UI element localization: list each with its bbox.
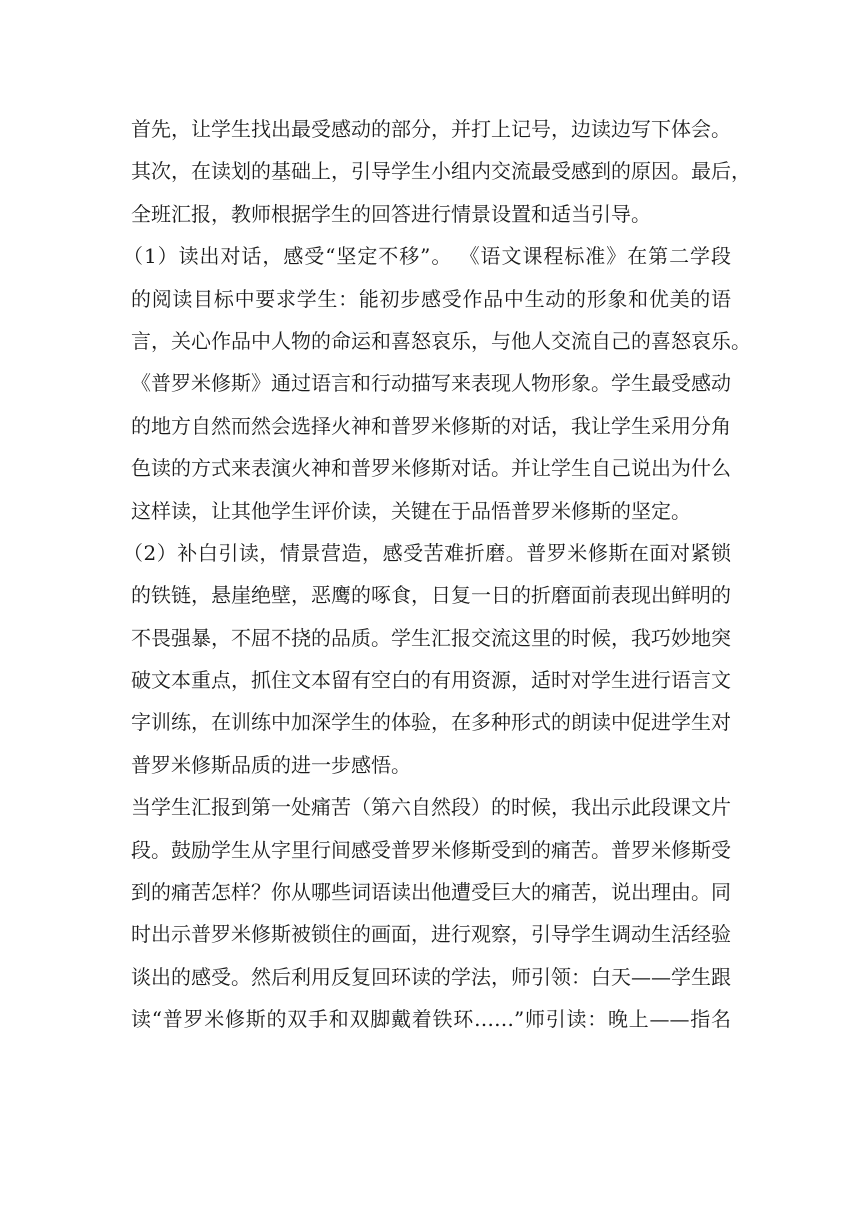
text-line: 《普罗米修斯》通过语言和行动描写来表现人物形象。学生最受感动	[131, 371, 731, 396]
text-line: （1）读出对话，感受“坚定不移”。 《语文课程标准》在第二学段	[123, 244, 731, 269]
text-line: 言，关心作品中人物的命运和喜怒哀乐，与他人交流自己的喜怒哀乐。	[131, 328, 751, 353]
text-line: （2）补白引读，情景营造，感受苦难折磨。普罗米修斯在面对紧锁	[123, 540, 731, 565]
text-line: 全班汇报，教师根据学生的回答进行情景设置和适当引导。	[131, 201, 651, 226]
text-line: 当学生汇报到第一处痛苦（第六自然段）的时候，我出示此段课文片	[131, 795, 731, 820]
text-line: 字训练，在训练中加深学生的体验，在多种形式的朗读中促进学生对	[131, 710, 731, 735]
text-line: 的阅读目标中要求学生：能初步感受作品中生动的形象和优美的语	[131, 286, 731, 311]
text-line: 其次，在读划的基础上，引导学生小组内交流最受感到的原因。最后，	[131, 159, 751, 184]
text-line: 首先，让学生找出最受感动的部分，并打上记号，边读边写下体会。	[131, 117, 731, 141]
text-line: 普罗米修斯品质的进一步感悟。	[131, 752, 411, 777]
text-line: 时出示普罗米修斯被锁住的画面，进行观察，引导学生调动生活经验	[131, 922, 731, 947]
text-line: 到的痛苦怎样？你从哪些词语读出他遭受巨大的痛苦，说出理由。同	[131, 880, 731, 905]
text-line: 色读的方式来表演火神和普罗米修斯对话。并让学生自己说出为什么	[131, 456, 731, 481]
text-line: 这样读，让其他学生评价读，关键在于品悟普罗米修斯的坚定。	[131, 498, 691, 523]
text-line: 读“普罗米修斯的双手和双脚戴着铁环……”师引读：晚上——指名	[131, 1007, 731, 1032]
text-line: 破文本重点，抓住文本留有空白的有用资源，适时对学生进行语言文	[131, 668, 731, 693]
text-line: 的铁链，悬崖绝壁，恶鹰的啄食，日复一日的折磨面前表现出鲜明的	[131, 583, 731, 608]
text-line: 谈出的感受。然后利用反复回环读的学法，师引领：白天——学生跟	[131, 964, 731, 989]
text-line: 的地方自然而然会选择火神和普罗米修斯的对话，我让学生采用分角	[131, 413, 731, 438]
text-line: 不畏强暴，不屈不挠的品质。学生汇报交流这里的时候，我巧妙地突	[131, 625, 731, 650]
body-text	[123, 108, 751, 1041]
text-line: 段。鼓励学生从字里行间感受普罗米修斯受到的痛苦。普罗米修斯受	[131, 837, 731, 862]
